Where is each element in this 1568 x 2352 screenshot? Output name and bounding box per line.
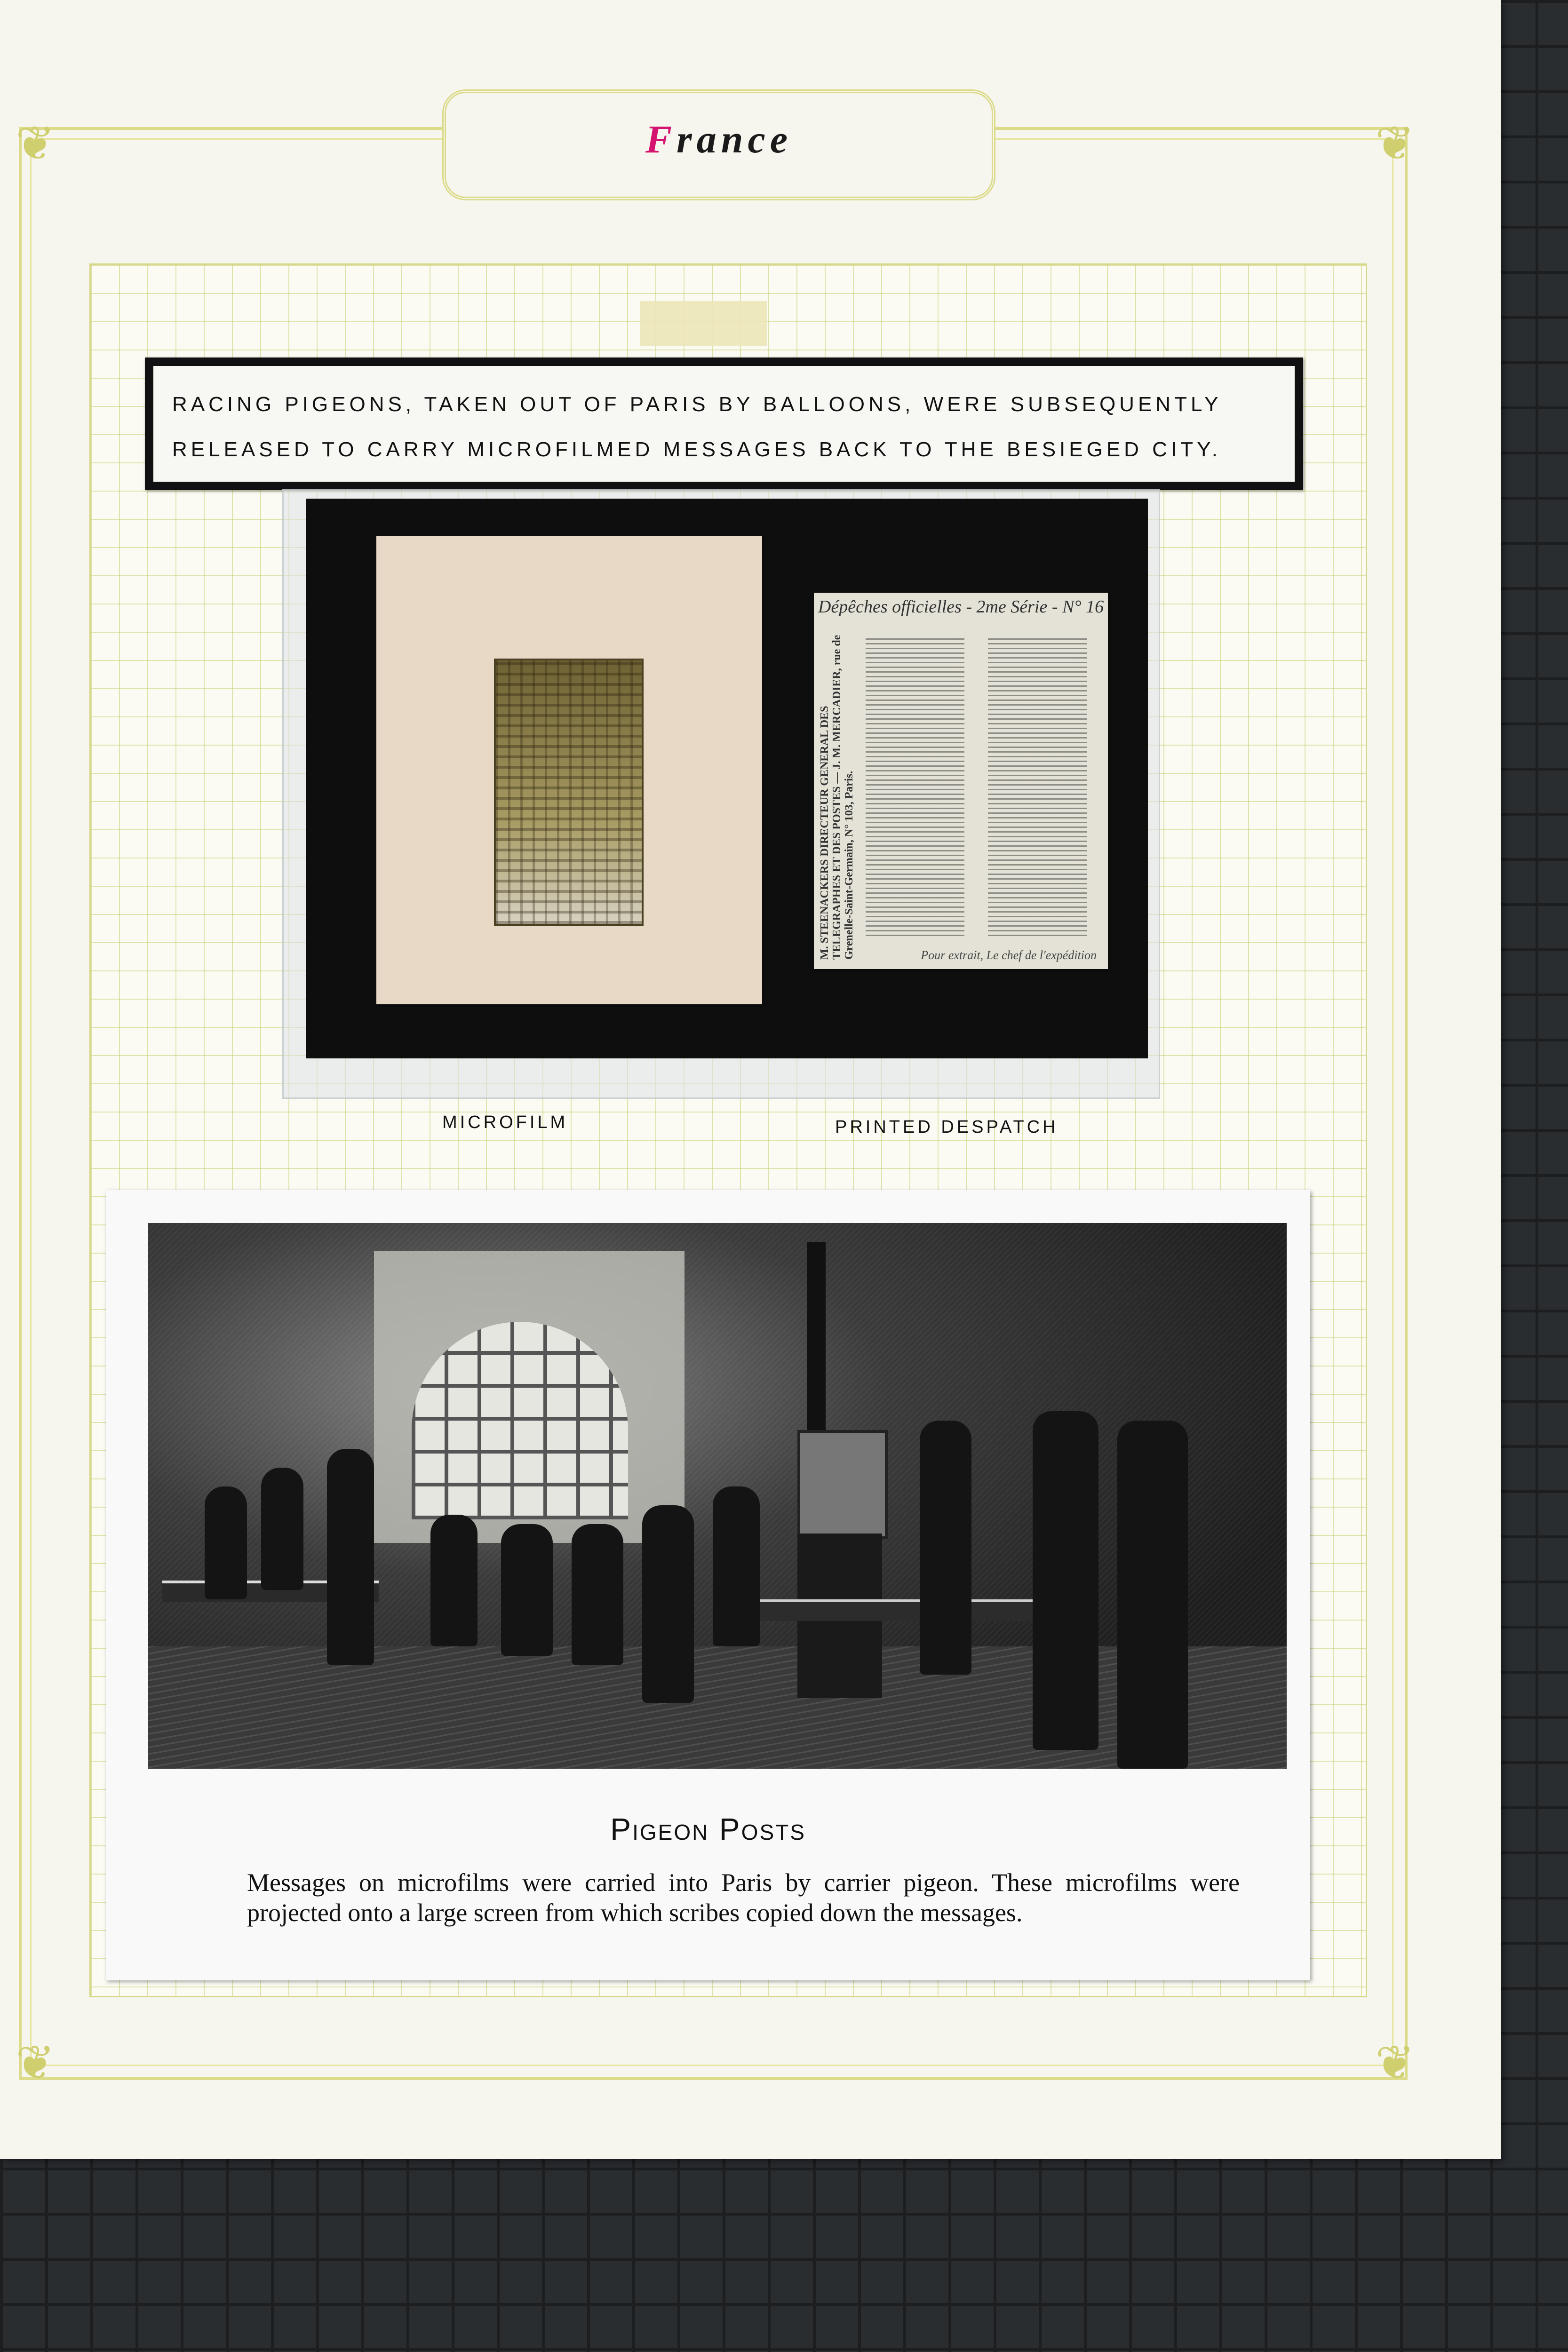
title-cartouche: [442, 89, 995, 200]
standing-figure: [920, 1421, 971, 1675]
despatch-header: Dépêches officielles - 2me Série - N° 16: [818, 597, 1104, 617]
microfilm-pellicle: [494, 659, 644, 926]
postcard-description: Messages on microfilms were carried into Paris by carrier pigeon. These microfilms were projected onto a large screen from which scribes copied down the messages.: [247, 1868, 1240, 1927]
corner-ornament-icon: ❦: [16, 116, 55, 171]
standing-figure: [713, 1486, 760, 1646]
caption-line-1: RACING PIGEONS, TAKEN OUT OF PARIS BY BALLOONS, WERE SUBSEQUENTLY: [172, 393, 1222, 416]
corner-ornament-icon: ❦: [1375, 116, 1415, 171]
corner-ornament-icon: ❦: [1375, 2035, 1415, 2090]
stamp-hinge: [640, 301, 767, 346]
corner-ornament-icon: ❦: [16, 2035, 55, 2090]
scribe-figure: [501, 1524, 553, 1656]
despatch-column: [988, 635, 1087, 936]
scribe-figure: [430, 1515, 478, 1646]
page-title: [446, 117, 992, 162]
despatch-signature: Pour extrait, Le chef de l'expédition: [921, 948, 1097, 962]
page-title-initial: F: [645, 118, 677, 161]
floor: [148, 1646, 1287, 1769]
projector-column: [807, 1242, 826, 1439]
standing-figure: [642, 1505, 694, 1703]
printed-despatch: [814, 593, 1108, 969]
standing-figure: [327, 1449, 374, 1665]
caption-text: [153, 366, 1295, 482]
projector-lantern: [797, 1430, 888, 1539]
standing-figure: [1117, 1421, 1188, 1769]
engraving-illustration: [148, 1223, 1287, 1769]
page-title-rest: rance: [677, 118, 792, 161]
postcard-title: Pigeon Posts: [610, 1812, 806, 1846]
caption-line-2: RELEASED TO CARRY MICROFILMED MESSAGES BACK TO THE BESIEGED CITY.: [172, 438, 1221, 461]
microfilm-label: MICROFILM: [442, 1112, 568, 1132]
scribe-figure: [205, 1486, 247, 1599]
caption-card: [145, 358, 1303, 490]
scribe-figure: [261, 1468, 303, 1590]
standing-figure: [1033, 1411, 1098, 1750]
projector-table: [750, 1599, 1042, 1621]
despatch-label: PRINTED DESPATCH: [835, 1117, 1059, 1137]
scribe-figure: [572, 1524, 623, 1665]
despatch-side-text: M. STEENACKERS DIRECTEUR GENERAL DES TELEGRAPHES ET DES POSTES — J. M. MERCADIER, rue de Grenelle-Saint-Germain, N° 103, Paris.: [819, 635, 855, 960]
despatch-column: [866, 635, 964, 936]
pigeon-post-postcard: [106, 1190, 1310, 1980]
